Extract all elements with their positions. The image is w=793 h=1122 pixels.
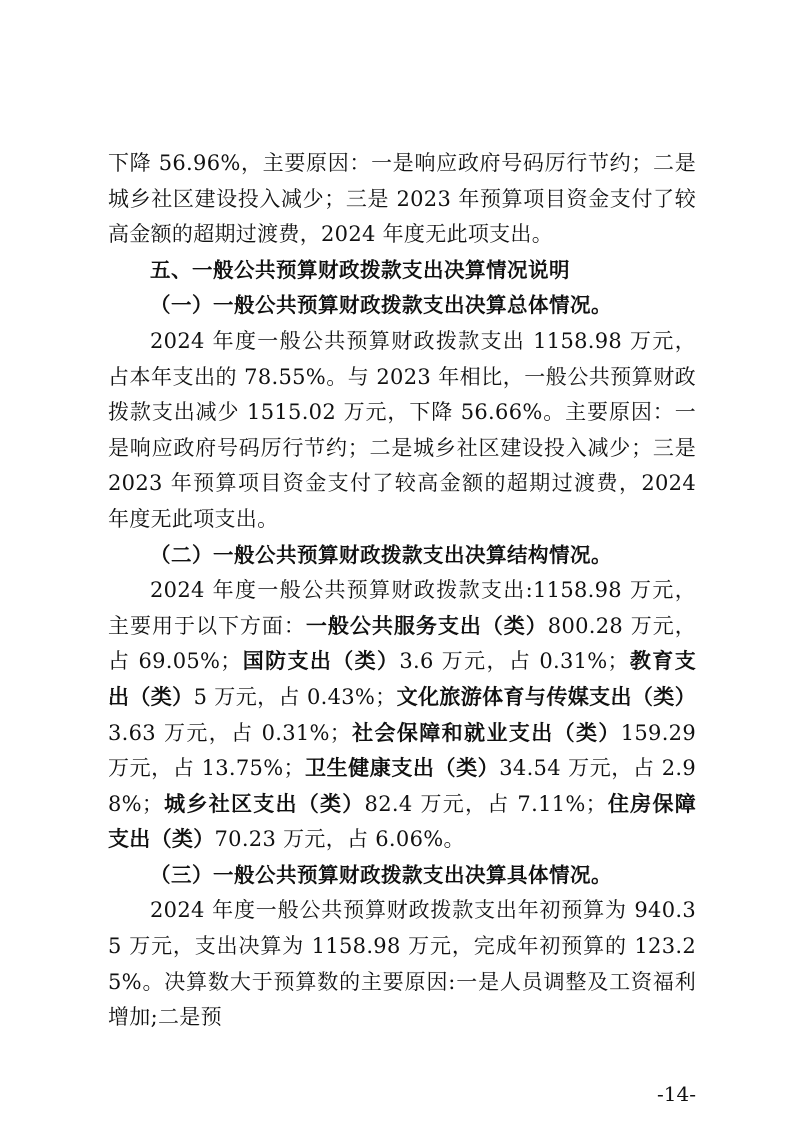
category-value: 800.28 万元，占 69.05%； [108, 613, 697, 674]
category-label: 城乡社区支出（类） [163, 791, 365, 816]
page-body [108, 146, 696, 1036]
category-label: 卫生健康支出（类） [304, 756, 500, 781]
page-number: -14- [657, 1082, 696, 1106]
subsection-1-paragraph: 2024 年度一般公共预算财政拨款支出 1158.98 万元，占本年支出的 78.55%。与 2023 年相比，一般公共预算财政拨款支出减少 1515.02 万元，下降 56.66%。主要原因：一是响应政府号码厉行节约；二是城乡社区建设投入减少；三是 2023 年预算项目资金支付了较高金额的超期过渡费，2024 年度无此项支出。 [108, 328, 696, 531]
category-value: 3.6 万元，占 0.31%； [399, 649, 629, 674]
category-value: 3.63 万元，占 0.31%； [108, 720, 352, 745]
category-label: 文化旅游体育与传媒支出（类） [396, 684, 696, 709]
subsection-3-paragraph: 2024 年度一般公共预算财政拨款支出年初预算为 940.35 万元，支出决算为 1158.98 万元，完成年初预算的 123.25%。决算数大于预算数的主要原因:一是人员调整及工资福利增加;二是预 [108, 898, 696, 1030]
subsection-2-paragraph [108, 573, 696, 858]
category-label: 社会保障和就业支出（类） [351, 720, 621, 745]
category-label: 教育支出（类） [108, 649, 696, 709]
category-value: 159.29 万元，占 13.75%； [108, 720, 696, 781]
subsection-2-heading: （二）一般公共预算财政拨款支出决算结构情况。 [150, 542, 612, 567]
subsection-1-heading: （一）一般公共预算财政拨款支出决算总体情况。 [150, 293, 612, 318]
category-value: 5 万元，占 0.43%； [193, 684, 397, 709]
category-value: 34.54 万元，占 2.98%； [108, 756, 696, 816]
category-value: 70.23 万元，占 6.06%。 [214, 827, 465, 852]
category-value: 82.4 万元，占 7.11%； [364, 791, 607, 816]
subsection-3-heading: （三）一般公共预算财政拨款支出决算具体情况。 [150, 862, 612, 887]
category-label: 一般公共服务支出（类） [305, 613, 548, 638]
section-five-heading: 五、一般公共预算财政拨款支出决算情况说明 [150, 257, 570, 282]
category-label: 住房保障支出（类） [108, 791, 697, 852]
continuation-paragraph: 下降 56.96%，主要原因：一是响应政府号码厉行节约；二是城乡社区建设投入减少；三是 2023 年预算项目资金支付了较高金额的超期过渡费，2024 年度无此项支出。 [108, 151, 696, 247]
category-label: 国防支出（类） [241, 649, 400, 674]
subsection-2-intro: 2024 年度一般公共预算财政拨款支出:1158.98 万元，主要用于以下方面： [108, 578, 696, 638]
